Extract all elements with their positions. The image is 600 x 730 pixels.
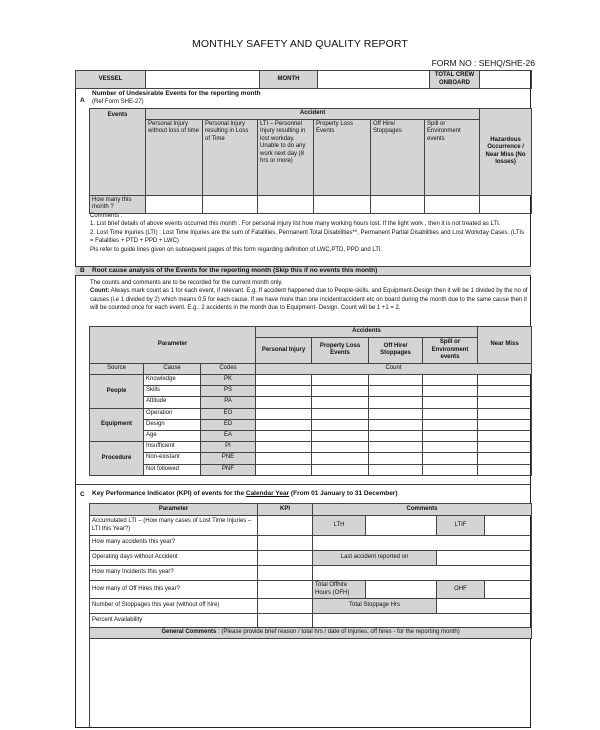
kpi-comments-header: Comments [313,504,532,516]
count-cell[interactable] [423,419,478,430]
count-cell[interactable] [423,442,478,453]
kpi-parameter-header: Parameter [90,504,258,516]
hazard-header: Hazardous Occurrence / Near Miss (No losses) [480,109,532,196]
section-a-comments [90,212,528,254]
intro-text: Always mark count as 1 for each event, if relevant. E.g. If accident happened due to People-skills, and Equipment-Design then it will be 1 divided by the no of causes (i.e 1 divided by 2) which means 0.5 for each cause. If we have more than one incident/accident etc on board during the month due to the same cause then it will be counted once for each event. E.g.: 2 accidents in the month due to Equipment- Design. Count will be 1 +1 = 2. [90,288,528,312]
count-cell[interactable] [423,431,478,442]
source-procedure: Procedure [90,442,144,476]
code-cell: PA [201,397,256,408]
count-cell[interactable] [478,397,532,408]
cause-cell: Not followed [144,464,201,475]
stoppage-hours-input[interactable] [437,599,532,614]
section-b-intro [90,279,528,313]
parameter-header: Parameter [90,327,256,364]
root-cause-table [89,326,532,476]
code-cell: PK [201,374,256,385]
comment-1: 1. List brief details of above events occurred this month . For personal injury list how many working hours lost. If the light work , then it is not treated as LTI. [90,221,501,228]
count-cell[interactable] [369,419,423,430]
count-cell[interactable] [369,397,423,408]
section-a-ref: (Ref Form SHE-27) [92,99,144,105]
count-cell[interactable] [369,453,423,464]
source-header: Source [90,364,144,375]
vessel-input[interactable] [146,71,260,89]
count-cell[interactable] [312,419,369,430]
count-cell[interactable] [369,442,423,453]
lth-label: LTH [313,516,366,536]
ohf-input[interactable] [485,581,532,599]
count-cell[interactable] [369,464,423,475]
count-cell[interactable] [369,374,423,385]
col-lti: LTI – Personnel Injury resulting in lost workday. Unable to do any work next day (8 hrs or more) [258,119,314,195]
near-miss-header: Near Miss [478,327,532,364]
general-comments-label: General Comments [161,629,217,635]
codes-header: Codes [201,364,256,375]
count-cell[interactable] [312,442,369,453]
count-cell[interactable] [478,453,532,464]
cause-cell: Knowledge [144,374,201,385]
count-cell[interactable] [256,453,312,464]
comment-input[interactable] [313,536,532,551]
kpi-input[interactable] [258,599,313,614]
incidents-year-label: How many Incidents this year? [90,566,258,581]
offhire-hours-input[interactable] [366,581,437,599]
section-c-rule [75,484,531,485]
off-hires-year-label: How many of Off Hires this year? [90,581,258,599]
count-cell[interactable] [423,386,478,397]
ltif-input[interactable] [485,516,532,536]
operating-days-label: Operating days without Accident [90,551,258,566]
count-cell[interactable] [312,408,369,419]
vessel-row [75,70,532,89]
month-label: MONTH [260,71,318,89]
count-cell[interactable] [423,464,478,475]
count-lti[interactable] [258,195,314,213]
month-input[interactable] [318,71,430,89]
count-cell[interactable] [312,386,369,397]
form-number: FORM NO : SEHQ/SHE-26 [431,58,535,68]
count-cell[interactable] [312,453,369,464]
kpi-table [89,503,532,639]
count-cell[interactable] [478,408,532,419]
section-a-letter: A [80,97,85,104]
kpi-input[interactable] [258,581,313,599]
code-cell: ED [201,419,256,430]
personal-injury-header: Personal Injury [256,337,312,364]
code-cell: PS [201,386,256,397]
count-cell[interactable] [369,408,423,419]
count-cell[interactable] [256,397,312,408]
source-people: People [90,374,144,408]
col-injury-loss: Personal Injury resulting in Loss of Time [203,119,258,195]
count-hazard[interactable] [480,195,532,213]
accidents-year-label: How many accidents this year? [90,536,258,551]
availability-label: Percent Availability [90,614,258,628]
count-cell[interactable] [369,386,423,397]
section-b-letter: B [80,267,85,274]
count-cell[interactable] [256,464,312,475]
kpi-header: KPI [258,504,313,516]
comment-input[interactable] [313,614,532,628]
count-injury-loss[interactable] [203,195,258,213]
comments-label: Comments : [90,213,123,219]
intro-line-2 [90,287,528,312]
source-equipment: Equipment [90,408,144,442]
how-many-label: How many this month ? [90,195,146,213]
accumulated-lti-label: Accumulated LTI – (How many cases of Lost Time Injuries – LTI this Year?) [90,516,258,536]
count-cell[interactable] [423,408,478,419]
count-cell[interactable] [478,442,532,453]
count-cell[interactable] [423,453,478,464]
vessel-label: VESSEL [76,71,146,89]
count-cell[interactable] [478,386,532,397]
cause-cell: Non-existant [144,453,201,464]
code-cell: PI [201,442,256,453]
count-label: Count: [90,288,110,295]
count-cell[interactable] [312,431,369,442]
kpi-input[interactable] [258,536,313,551]
col-off-hire: Off Hire/ Stoppages [371,119,425,195]
general-comments-text: : (Please provide brief reason / total hrs / date of Injuries, off hires - for the reporting month) [216,629,460,635]
code-cell: EO [201,408,256,419]
count-cell[interactable] [423,397,478,408]
comment-3: Pls refer to guide lines given on subsequent pages of this form regarding definition of LWC,PTD, PPD and LTI. [90,246,383,253]
kpi-input[interactable] [258,551,313,566]
cause-cell: Skills [144,386,201,397]
count-spill[interactable] [425,195,480,213]
total-crew-label: TOTAL CREW ONBOARD [430,71,480,89]
col-injury-no-loss: Personal Injury without loss of time [146,119,203,195]
count-property-loss[interactable] [314,195,371,213]
kpi-input[interactable] [258,516,313,536]
section-c-title [92,490,398,497]
total-stoppage-label: Total Stoppage Hrs [313,599,437,614]
accident-header: Accident [146,109,480,120]
count-cell[interactable] [256,374,312,385]
count-cell[interactable] [478,464,532,475]
spill-header: Spill or Environment events [423,337,478,364]
accidents-header: Accidents [256,327,478,338]
section-c-letter: C [80,491,85,498]
count-cell[interactable] [312,374,369,385]
count-cell[interactable] [478,419,532,430]
intro-line-1: The counts and comments are to be recorded for the current month only. [90,280,283,286]
report-title: MONTHLY SAFETY AND QUALITY REPORT [192,38,408,50]
code-cell: PNF [201,464,256,475]
last-accident-input[interactable] [437,551,532,566]
kpi-title-post: (From 01 January to 31 December) [289,490,398,497]
section-b-title: Root cause analysis of the Events for the reporting month (Skip this if no events this month) [92,267,378,274]
cause-cell: Attitude [144,397,201,408]
count-cell[interactable] [312,397,369,408]
events-table [89,108,532,214]
property-loss-header: Property Loss Events [312,337,369,364]
count-cell[interactable] [256,419,312,430]
cause-cell: Design [144,419,201,430]
total-offhire-label: Total Offhire Hours (OFH) [313,581,366,599]
count-cell[interactable] [478,431,532,442]
general-comments-area[interactable] [89,637,531,727]
count-cell[interactable] [256,431,312,442]
code-cell: PNE [201,453,256,464]
count-cell[interactable] [256,408,312,419]
col-property-loss: Property Loss Events [314,119,371,195]
code-cell: EA [201,431,256,442]
events-label: Events [90,109,146,196]
off-hire-header: Off Hire/ Stoppages [369,337,423,364]
col-spill: Spill or Environment events [425,119,480,195]
comment-input[interactable] [313,566,532,581]
count-cell[interactable] [256,386,312,397]
count-cell[interactable] [312,464,369,475]
count-header: Count [256,364,532,375]
count-off-hire[interactable] [371,195,425,213]
count-cell[interactable] [369,431,423,442]
lth-input[interactable] [366,516,437,536]
comment-2: 2. Lost Time Injuries (LTI) : Lost Time Injuries are the sum of Fatalities, Permanent Total Disabilities**, Permanent Partial Disabilities and Lost Workday Cases. (LTIs = Fatalities + PTD + PPD + LWC) [90,229,525,245]
count-cell[interactable] [423,374,478,385]
ltif-label: LTIF [437,516,485,536]
cause-cell: Operation [144,408,201,419]
count-cell[interactable] [478,374,532,385]
cause-cell: Age [144,431,201,442]
ohf-label: OHF [437,581,485,599]
total-crew-input[interactable] [480,71,532,89]
cause-cell: Insufficient [144,442,201,453]
cause-header: Cause [144,364,201,375]
count-injury-no-loss[interactable] [146,195,203,213]
count-cell[interactable] [256,442,312,453]
kpi-input[interactable] [258,566,313,581]
kpi-title-calendar: Calendar Year [245,490,290,497]
section-a-title: Number of Undesirable Events for the reporting month [92,90,261,97]
stoppages-label: Number of Stoppages this year (without off hire) [90,599,258,614]
kpi-title-pre: Key Performance Indicator (KPI) of events for the [92,490,246,497]
last-accident-label: Last accident reported on [313,551,437,566]
kpi-input[interactable] [258,614,313,628]
